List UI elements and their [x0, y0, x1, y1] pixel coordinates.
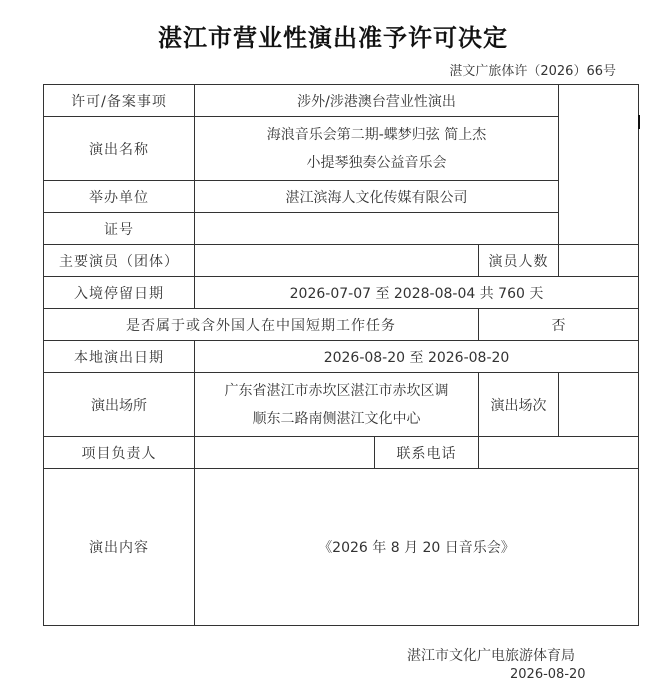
- permit-form-table: [43, 84, 639, 626]
- local-date-value: 2026-08-20 至 2026-08-20: [195, 341, 639, 373]
- row-show-name: [44, 117, 639, 181]
- foreign-work-value: 否: [479, 309, 639, 341]
- stay-dates-label: 入境停留日期: [44, 277, 195, 309]
- row-venue: [44, 373, 639, 437]
- row-foreign-work: [44, 309, 639, 341]
- permit-item-value: 涉外/涉港澳台营业性演出: [195, 85, 559, 117]
- issue-date: 2026-08-20: [510, 667, 586, 682]
- manager-value: [195, 437, 375, 469]
- license-value: [195, 213, 559, 245]
- show-name-line-1: 海浪音乐会第二期-蝶梦归弦 简上杰: [266, 126, 487, 143]
- document-number: 湛文广旅体许（2026）66号: [449, 64, 616, 79]
- license-label: 证号: [44, 213, 195, 245]
- organizer-label: 举办单位: [44, 181, 195, 213]
- show-name-value: [195, 117, 559, 181]
- row-license: [44, 213, 639, 245]
- performers-value: [195, 245, 479, 277]
- row-stay-dates: [44, 277, 639, 309]
- phone-value: [479, 437, 639, 469]
- manager-label: 项目负责人: [44, 437, 195, 469]
- row-local-date: [44, 341, 639, 373]
- row-performers: [44, 245, 639, 277]
- stay-dates-value: 2026-07-07 至 2028-08-04 共 760 天: [195, 277, 639, 309]
- row-organizer: [44, 181, 639, 213]
- sessions-label: 演出场次: [479, 373, 559, 437]
- row-content: [44, 469, 639, 626]
- venue-value: [195, 373, 479, 437]
- content-value: 《2026 年 8 月 20 日音乐会》: [195, 469, 639, 626]
- content-label: 演出内容: [44, 469, 195, 626]
- text-cursor: [638, 115, 640, 129]
- row-permit-item: [44, 85, 639, 117]
- phone-label: 联系电话: [375, 437, 479, 469]
- organizer-value: 湛江滨海人文化传媒有限公司: [195, 181, 559, 213]
- permit-item-label: 许可/备案事项: [44, 85, 195, 117]
- performers-label: 主要演员（团体）: [44, 245, 195, 277]
- issuing-authority: 湛江市文化广电旅游体育局: [407, 648, 575, 664]
- sessions-value: [559, 373, 639, 437]
- local-date-label: 本地演出日期: [44, 341, 195, 373]
- document-title: 湛江市营业性演出准予许可决定: [158, 24, 508, 52]
- venue-label: 演出场所: [44, 373, 195, 437]
- venue-line-2: 顺东二路南侧湛江文化中心: [252, 410, 421, 427]
- row-manager: [44, 437, 639, 469]
- performer-count-label: 演员人数: [479, 245, 559, 277]
- show-name-label: 演出名称: [44, 117, 195, 181]
- performer-count-value: [559, 245, 639, 277]
- show-name-line-2: 小提琴独奏公益音乐会: [306, 154, 447, 171]
- blank-side-cell: [559, 85, 639, 245]
- foreign-work-label: 是否属于或含外国人在中国短期工作任务: [44, 309, 479, 341]
- venue-line-1: 广东省湛江市赤坎区湛江市赤坎区调: [224, 382, 449, 399]
